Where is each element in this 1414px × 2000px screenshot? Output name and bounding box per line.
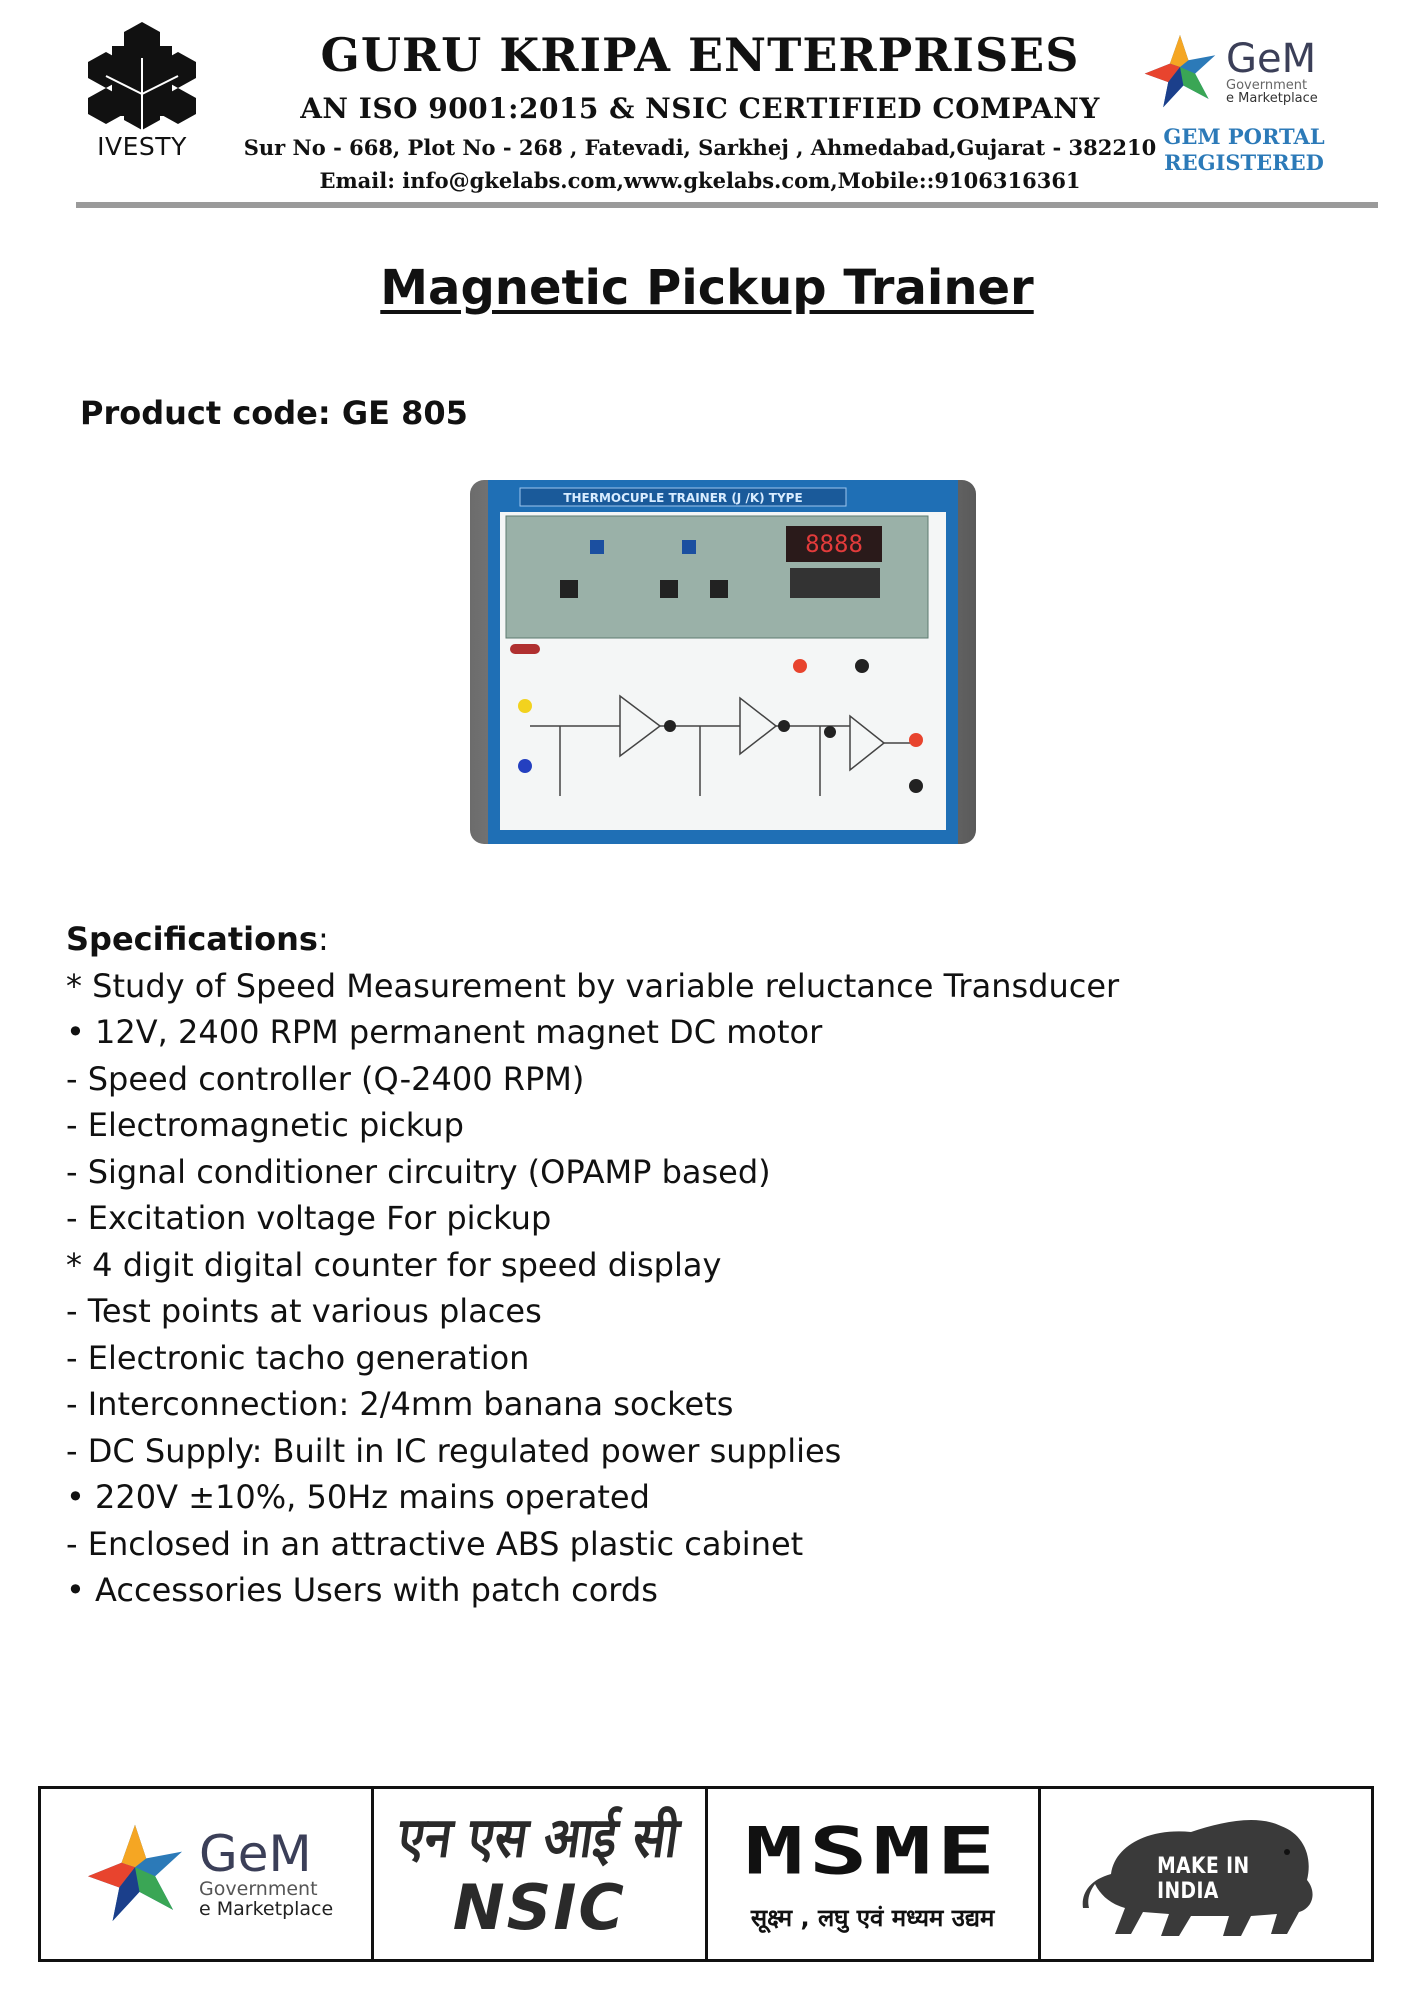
- page-title: Magnetic Pickup Trainer: [380, 260, 1034, 316]
- spec-item: - Test points at various places: [66, 1292, 542, 1330]
- footer-gem-name: GeM: [199, 1824, 312, 1883]
- spec-item: - Signal conditioner circuitry (OPAMP based): [66, 1152, 771, 1191]
- contact-line: Email: info@gkelabs.com,www.gkelabs.com,Mobile::9106316361: [319, 168, 1081, 193]
- spec-item: - Enclosed in an attractive ABS plastic cabinet: [66, 1524, 804, 1563]
- specs-heading-colon: :: [317, 920, 329, 958]
- make-in-india-logo: [1081, 1804, 1331, 1944]
- gem-line2: e Marketplace: [1226, 91, 1318, 106]
- product-code: Product code: GE 805: [80, 394, 468, 432]
- gem-registered-line2: REGISTERED: [1164, 150, 1324, 176]
- nsic-hindi: एन एस आई सी: [394, 1806, 684, 1871]
- make-in-india-text: MAKE IN INDIA: [1156, 1854, 1250, 1904]
- header-divider: [76, 202, 1378, 208]
- page-title-wrap: [0, 260, 1414, 316]
- nsic-logo: [394, 1804, 684, 1944]
- spec-item: - Electromagnetic pickup: [66, 1106, 464, 1144]
- spec-item: - DC Supply: Built in IC regulated power supplies: [66, 1431, 842, 1470]
- spec-item: - Electronic tacho generation: [66, 1338, 530, 1377]
- msme-english: MSME: [744, 1812, 1001, 1889]
- spec-item: - Excitation voltage For pickup: [66, 1199, 552, 1237]
- photo-panel-label: THERMOCUPLE TRAINER (J /K) TYPE: [563, 491, 803, 505]
- ivesty-logo: [78, 18, 206, 161]
- gem-name: GeM: [1226, 36, 1317, 82]
- nsic-english: NSIC: [452, 1871, 626, 1944]
- footer-logos: [38, 1786, 1374, 1962]
- footer-gem-line2: e Marketplace: [199, 1898, 334, 1921]
- footer-gem-logo: [79, 1818, 333, 1930]
- spec-item: * Study of Speed Measurement by variable reluctance Transducer: [66, 966, 1120, 1005]
- footer-msme-cell: [708, 1789, 1041, 1959]
- gem-star-icon: [79, 1818, 191, 1930]
- spec-item: • Accessories Users with patch cords: [66, 1571, 658, 1609]
- specs-heading-text: Specifications: [66, 920, 318, 958]
- logo-text: IVESTY: [97, 132, 187, 161]
- gem-header-logo: [1138, 30, 1358, 177]
- certification-line: AN ISO 9001:2015 & NSIC CERTIFIED COMPANY: [300, 92, 1100, 125]
- spec-item: - Interconnection: 2/4mm banana sockets: [66, 1385, 734, 1423]
- svg-text:8888: 8888: [805, 530, 863, 558]
- address-line: Sur No - 668, Plot No - 268 , Fatevadi, Sarkhej , Ahmedabad,Gujarat - 382210: [243, 135, 1157, 160]
- msme-hindi: सूक्ष्म , लघु एवं मध्यम उद्यम: [750, 1903, 995, 1932]
- company-name: GURU KRIPA ENTERPRISES: [320, 28, 1080, 82]
- footer-gem-line1: Government: [199, 1878, 318, 1901]
- specs-heading: [66, 916, 1119, 963]
- msme-logo: [744, 1812, 1001, 1934]
- gem-registered: [1144, 124, 1344, 177]
- cube-logo-icon: [82, 18, 202, 138]
- gem-star-icon: [1138, 30, 1222, 114]
- spec-item: • 220V ±10%, 50Hz mains operated: [66, 1478, 650, 1516]
- product-photo: [470, 476, 976, 848]
- spec-item: • 12V, 2400 RPM permanent magnet DC motor: [66, 1013, 823, 1051]
- spec-item: - Speed controller (Q-2400 RPM): [66, 1059, 585, 1098]
- gem-line1: Government: [1226, 78, 1308, 93]
- footer-gem-cell: [41, 1789, 374, 1959]
- footer-make-in-india-cell: [1041, 1789, 1371, 1959]
- specifications: [66, 916, 1119, 1614]
- company-block: [230, 28, 1170, 193]
- gem-registered-line1: GEM PORTAL: [1163, 124, 1325, 149]
- spec-item: * 4 digit digital counter for speed display: [66, 1245, 722, 1284]
- footer-nsic-cell: [374, 1789, 707, 1959]
